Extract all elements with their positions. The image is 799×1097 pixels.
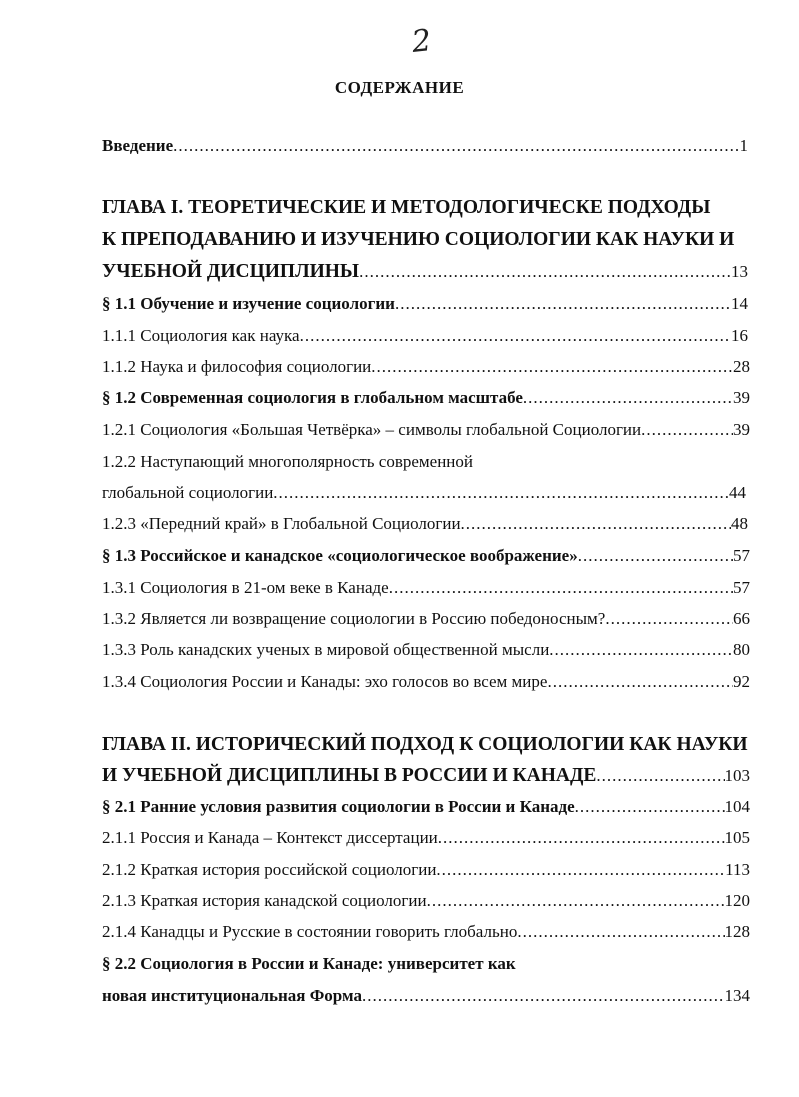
leader-dots — [359, 258, 731, 286]
toc-page-number: 120 — [724, 891, 750, 910]
chapter-2-title-line-1 — [102, 731, 748, 759]
toc-page-number: 105 — [724, 828, 750, 847]
toc-entry-label: 1.3.4 Социология России и Канады: эхо голосов во всем мире — [102, 672, 548, 691]
leader-dots — [578, 544, 733, 568]
toc-page-number: 44 — [729, 483, 746, 502]
toc-page-number: 57 — [733, 578, 750, 597]
leader-dots — [173, 134, 739, 158]
toc-page-number: 28 — [733, 357, 750, 376]
toc-entry-2-2-line-1 — [102, 952, 516, 976]
toc-entry-label: 1.3.1 Социология в 21-ом веке в Канаде — [102, 578, 389, 597]
toc-entry-label: § 1.1 Обучение и изучение социологии — [102, 294, 395, 313]
leader-dots — [300, 324, 731, 348]
chapter-title-text: ГЛАВА II. ИСТОРИЧЕСКИЙ ПОДХОД К СОЦИОЛОГИИ КАК НАУКИ — [102, 734, 748, 755]
toc-entry-2-1[interactable] — [102, 795, 750, 819]
toc-entry-introduction[interactable] — [102, 134, 748, 158]
toc-entry-label: 1.1.1 Социология как наука — [102, 326, 300, 345]
leader-dots — [438, 826, 725, 850]
toc-entry-label: 1.3.2 Является ли возвращение социологии в Россию победоносным? — [102, 609, 606, 628]
leader-dots — [641, 418, 733, 442]
toc-entry-label: § 2.2 Социология в России и Канаде: университет как — [102, 954, 516, 973]
toc-entry-label: Введение — [102, 136, 174, 155]
toc-page-number: 39 — [733, 420, 750, 439]
toc-entry-2-1-4[interactable] — [102, 920, 750, 944]
toc-entry-1-3-3[interactable] — [102, 638, 750, 662]
toc-entry-2-1-3[interactable] — [102, 889, 750, 913]
leader-dots — [427, 889, 725, 913]
toc-entry-label: § 1.2 Современная социология в глобальном масштабе — [102, 388, 523, 407]
leader-dots — [461, 512, 731, 536]
toc-entry-label: 2.1.4 Канадцы и Русские в состоянии говорить глобально — [102, 922, 518, 941]
toc-entry-label: новая институциональная Форма — [102, 986, 362, 1005]
toc-page-number: 103 — [724, 766, 750, 785]
chapter-1-title-line-2 — [102, 226, 734, 254]
leader-dots — [523, 386, 733, 410]
toc-page-number: 48 — [731, 514, 748, 533]
toc-entry-1-3-4[interactable] — [102, 670, 750, 694]
leader-dots — [549, 638, 733, 662]
toc-entry-label: 2.1.3 Краткая история канадской социологии — [102, 891, 427, 910]
toc-page-number: 39 — [733, 388, 750, 407]
chapter-1-title-line-1 — [102, 194, 710, 222]
leader-dots — [362, 984, 725, 1008]
leader-dots — [547, 670, 733, 694]
leader-dots — [395, 292, 731, 316]
toc-entry-label: § 1.3 Российское и канадское «социологическое воображение» — [102, 546, 578, 565]
leader-dots — [517, 920, 724, 944]
leader-dots — [596, 762, 724, 790]
toc-page-number: 13 — [731, 262, 748, 281]
toc-entry-1-3[interactable] — [102, 544, 750, 568]
toc-entry-2-1-2[interactable] — [102, 858, 750, 882]
toc-entry-label: 1.2.3 «Передний край» в Глобальной Социологии — [102, 514, 461, 533]
toc-page-number: 66 — [733, 609, 750, 628]
toc-entry-1-2-3[interactable] — [102, 512, 748, 536]
toc-entry-1-2[interactable] — [102, 386, 750, 410]
leader-dots — [371, 355, 733, 379]
toc-entry-label: 1.3.3 Роль канадских ученых в мировой общественной мысли — [102, 640, 550, 659]
leader-dots — [273, 481, 729, 505]
toc-page-number: 104 — [724, 797, 750, 816]
toc-page-number: 57 — [733, 546, 750, 565]
toc-page-number: 92 — [733, 672, 750, 691]
page-title: СОДЕРЖАНИЕ — [334, 78, 465, 97]
toc-entry-1-1-1[interactable] — [102, 324, 748, 348]
toc-entry-label: 1.2.2 Наступающий многополярность современной — [102, 452, 473, 471]
handwritten-page-number: 2 — [410, 23, 433, 60]
leader-dots — [389, 576, 733, 600]
toc-entry-1-2-2[interactable] — [102, 481, 746, 505]
toc-entry-label: 2.1.2 Краткая история российской социологии — [102, 860, 437, 879]
toc-entry-label: глобальной социологии — [102, 483, 274, 502]
toc-page-number: 134 — [724, 986, 750, 1005]
toc-page-number: 16 — [731, 326, 748, 345]
toc-entry-label: 1.1.2 Наука и философия социологии — [102, 357, 372, 376]
chapter-title-text: ГЛАВА I. ТЕОРЕТИЧЕСКИЕ И МЕТОДОЛОГИЧЕСКЕ ПОДХОДЫ — [102, 197, 711, 218]
toc-page-number: 113 — [725, 860, 750, 879]
toc-entry-1-1-2[interactable] — [102, 355, 750, 379]
toc-entry-label: 1.2.1 Социология «Большая Четвёрка» – символы глобальной Социологии — [102, 420, 642, 439]
toc-entry-chapter-1[interactable] — [102, 258, 748, 286]
toc-page-number: 128 — [724, 922, 750, 941]
toc-page-number: 80 — [733, 640, 750, 659]
toc-entry-2-2[interactable] — [102, 984, 750, 1008]
leader-dots — [575, 795, 725, 819]
chapter-title-text: К ПРЕПОДАВАНИЮ И ИЗУЧЕНИЮ СОЦИОЛОГИИ КАК НАУКИ И — [102, 229, 735, 250]
toc-entry-2-1-1[interactable] — [102, 826, 750, 850]
toc-entry-1-2-2-line-1 — [102, 450, 473, 474]
leader-dots — [436, 858, 725, 882]
toc-entry-label: § 2.1 Ранние условия развития социологии в России и Канаде — [102, 797, 575, 816]
toc-entry-1-2-1[interactable] — [102, 418, 750, 442]
toc-entry-1-3-1[interactable] — [102, 576, 750, 600]
chapter-title-text: И УЧЕБНОЙ ДИСЦИПЛИНЫ В РОССИИ И КАНАДЕ — [102, 765, 597, 786]
toc-page-number: 14 — [731, 294, 748, 313]
chapter-title-text: УЧЕБНОЙ ДИСЦИПЛИНЫ — [102, 261, 360, 282]
leader-dots — [605, 607, 733, 631]
toc-entry-chapter-2[interactable] — [102, 762, 750, 790]
toc-entry-1-1[interactable] — [102, 292, 748, 316]
toc-entry-label: 2.1.1 Россия и Канада – Контекст диссертации — [102, 828, 438, 847]
toc-entry-1-3-2[interactable] — [102, 607, 750, 631]
toc-page-number: 1 — [739, 136, 748, 155]
